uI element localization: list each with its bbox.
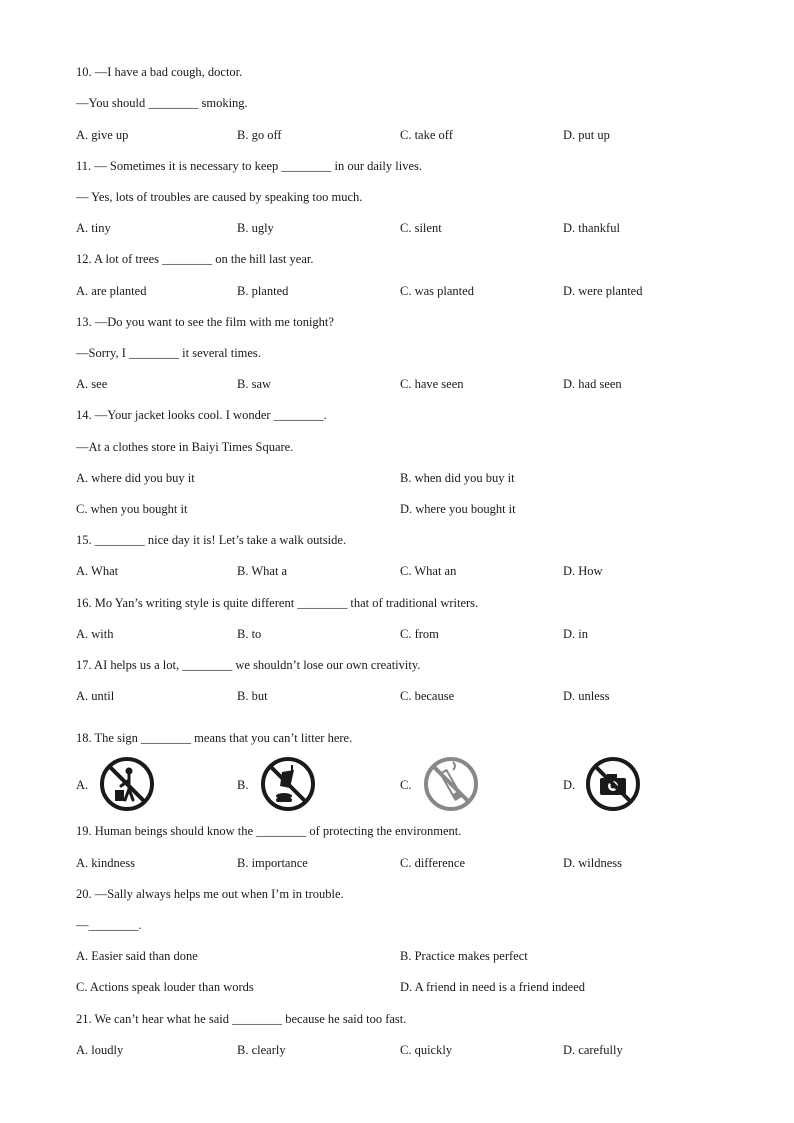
q14-option-d: D. where you bought it (400, 502, 516, 516)
q21-option-c: C. quickly (400, 1043, 453, 1057)
q15-option-d: D. How (563, 564, 603, 578)
q12-option-b: B. planted (237, 284, 289, 298)
q19-option-c: C. difference (400, 856, 466, 870)
no-camera-sign-icon (585, 756, 641, 812)
q14-option-a: A. where did you buy it (76, 471, 195, 485)
q20-stem-line-1: 20. —Sally always helps me out when I’m in trouble. (76, 887, 344, 901)
q13-option-a: A. see (76, 377, 108, 391)
q13-stem-line-1: 13. —Do you want to see the film with me tonight? (76, 315, 334, 329)
q21-stem-line-1: 21. We can’t hear what he said ________ because he said too fast. (76, 1012, 407, 1026)
q20-option-d: D. A friend in need is a friend indeed (400, 980, 586, 994)
q16-option-d: D. in (563, 627, 588, 641)
q18-option-c: C. (400, 778, 412, 792)
q17-stem-line-1: 17. AI helps us a lot, ________ we shouldn’t lose our own creativity. (76, 658, 421, 672)
q11-option-a: A. tiny (76, 221, 111, 235)
q20-option-b: B. Practice makes perfect (400, 949, 528, 963)
q12-option-a: A. are planted (76, 284, 147, 298)
q11-option-b: B. ugly (237, 221, 274, 235)
q14-stem-line-2: —At a clothes store in Baiyi Times Square. (76, 440, 294, 454)
no-littering-sign-icon (99, 756, 155, 812)
q15-option-b: B. What a (237, 564, 288, 578)
q20-stem-line-2: —________. (76, 918, 142, 932)
q14-stem-line-1: 14. —Your jacket looks cool. I wonder ________. (76, 408, 327, 422)
q19-option-b: B. importance (237, 856, 308, 870)
q14-option-c: C. when you bought it (76, 502, 188, 516)
q15-stem-line-1: 15. ________ nice day it is! Let’s take a walk outside. (76, 533, 347, 547)
q13-stem-line-2: —Sorry, I ________ it several times. (76, 346, 261, 360)
q17-option-d: D. unless (563, 689, 610, 703)
q17-option-c: C. because (400, 689, 455, 703)
q11-stem-line-1: 11. — Sometimes it is necessary to keep ________ in our daily lives. (76, 159, 423, 173)
q21-option-b: B. clearly (237, 1043, 286, 1057)
q19-option-d: D. wildness (563, 856, 623, 870)
q10-option-b: B. go off (237, 128, 282, 142)
q21-option-d: D. carefully (563, 1043, 623, 1057)
q10-stem-line-2: —You should ________ smoking. (76, 96, 248, 110)
q10-option-d: D. put up (563, 128, 610, 142)
q14-option-b: B. when did you buy it (400, 471, 515, 485)
q10-option-c: C. take off (400, 128, 453, 142)
q19-stem-line-1: 19. Human beings should know the ________ of protecting the environment. (76, 824, 462, 838)
no-food-sign-icon (260, 756, 316, 812)
q16-option-c: C. from (400, 627, 439, 641)
q18-option-b: B. (237, 778, 249, 792)
q20-option-c: C. Actions speak louder than words (76, 980, 254, 994)
q11-option-d: D. thankful (563, 221, 620, 235)
q19-option-a: A. kindness (76, 856, 136, 870)
q16-stem-line-1: 16. Mo Yan’s writing style is quite different ________ that of traditional writers. (76, 596, 479, 610)
q21-option-a: A. loudly (76, 1043, 124, 1057)
q15-option-c: C. What an (400, 564, 457, 578)
q18-stem-line-1: 18. The sign ________ means that you can’t litter here. (76, 731, 353, 745)
q11-stem-line-2: — Yes, lots of troubles are caused by speaking too much. (76, 190, 363, 204)
q15-option-a: A. What (76, 564, 119, 578)
q12-option-c: C. was planted (400, 284, 474, 298)
q13-option-c: C. have seen (400, 377, 464, 391)
q20-option-a: A. Easier said than done (76, 949, 198, 963)
q12-stem-line-1: 12. A lot of trees ________ on the hill last year. (76, 252, 314, 266)
q18-option-d: D. (563, 778, 576, 792)
q16-option-b: B. to (237, 627, 262, 641)
q11-option-c: C. silent (400, 221, 442, 235)
q12-option-d: D. were planted (563, 284, 643, 298)
q17-option-a: A. until (76, 689, 115, 703)
q10-option-a: A. give up (76, 128, 129, 142)
q13-option-d: D. had seen (563, 377, 622, 391)
q16-option-a: A. with (76, 627, 114, 641)
q10-stem-line-1: 10. —I have a bad cough, doctor. (76, 65, 243, 79)
no-smoking-sign-icon (423, 756, 479, 812)
q18-option-a: A. (76, 778, 89, 792)
q13-option-b: B. saw (237, 377, 272, 391)
q17-option-b: B. but (237, 689, 268, 703)
